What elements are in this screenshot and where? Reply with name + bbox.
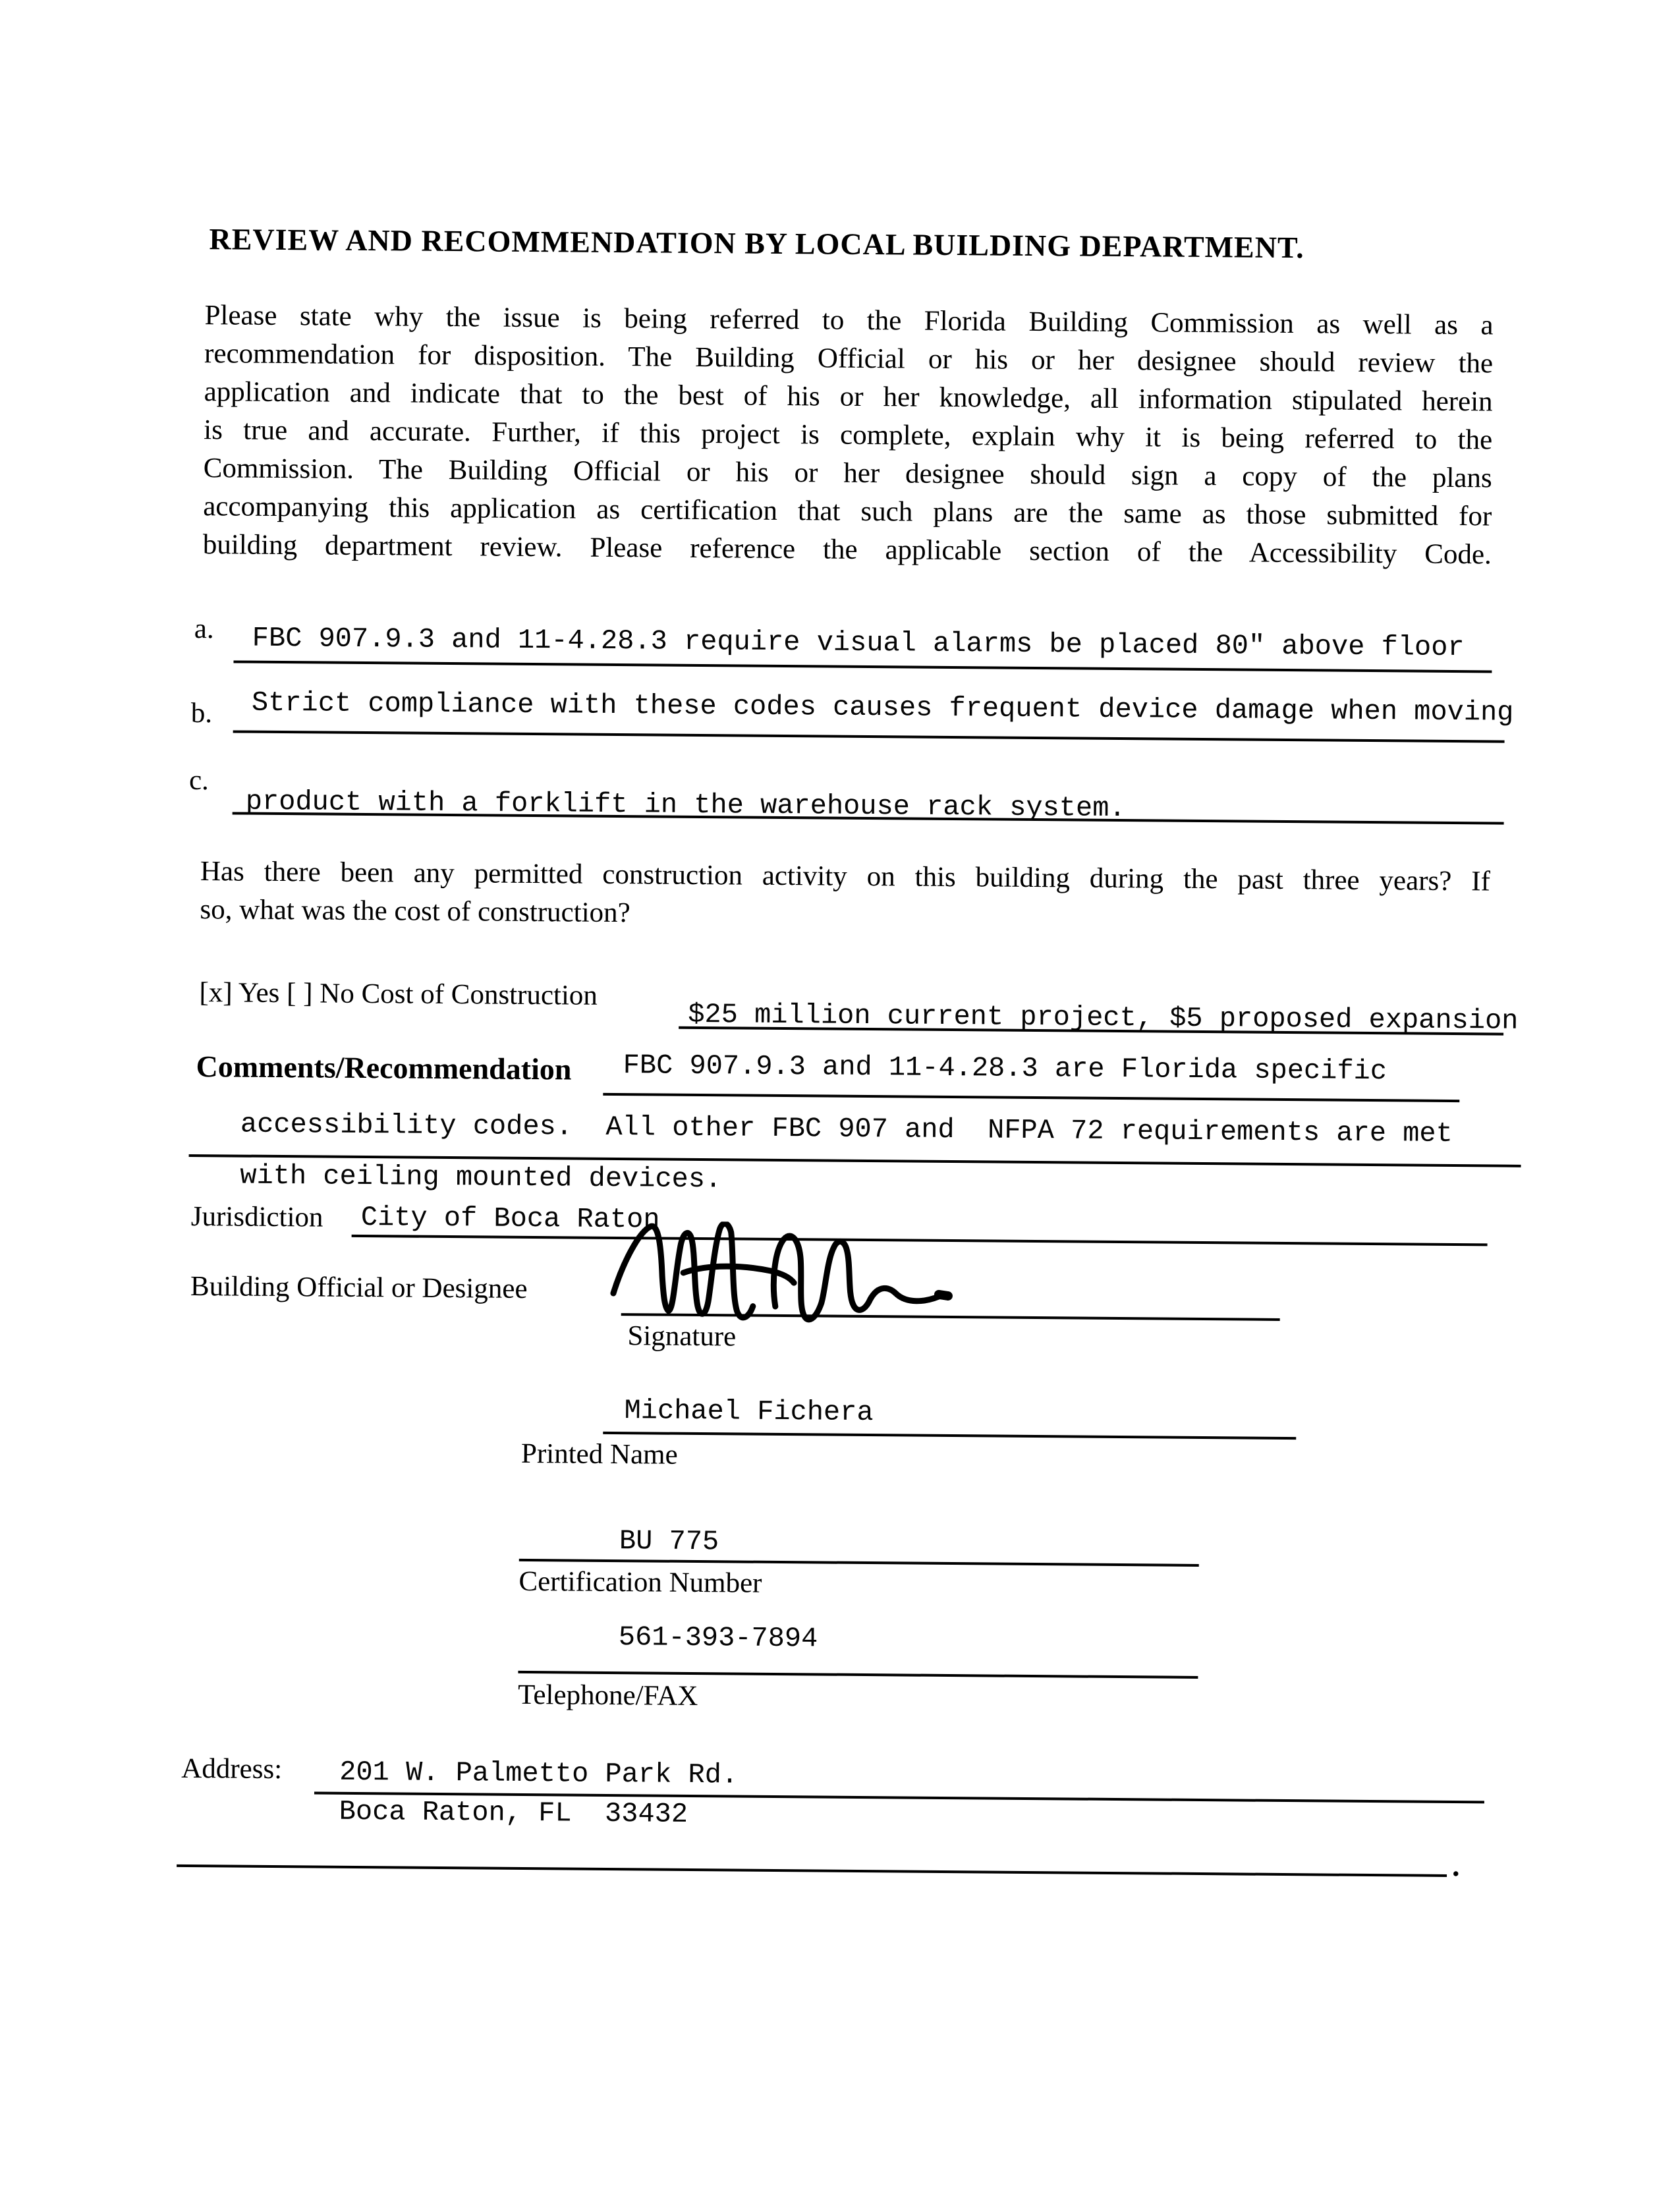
cost-value: $25 million current project, $5 proposed expansion (688, 998, 1519, 1037)
item-c-value: product with a forklift in the warehouse rack system. (245, 785, 1126, 825)
intro-line: recommendation for disposition. The Building Official or his or her designee should review the (204, 338, 1494, 379)
item-a-label: a. (194, 613, 214, 645)
cost-answer-line (679, 978, 1519, 1037)
intro-line: accompanying this application as certification that such plans are the same as those submitted for (203, 491, 1492, 532)
construction-question-line: so, what was the cost of construction? (200, 894, 630, 929)
comments-answer-line-1 (603, 1042, 1460, 1102)
telephone-value: 561-393-7894 (618, 1621, 818, 1655)
item-b-value: Strict compliance with these codes causes frequent device damage when moving (251, 687, 1514, 729)
page-title: REVIEW AND RECOMMENDATION BY LOCAL BUILDING DEPARTMENT. (209, 222, 1304, 265)
trailing-period: . (1451, 1849, 1460, 1883)
telephone-caption: Telephone/FAX (517, 1679, 698, 1712)
item-c-label: c. (188, 764, 210, 797)
certification-number-line (519, 1522, 1199, 1567)
printed-name-caption: Printed Name (520, 1438, 678, 1471)
signature-caption: Signature (627, 1320, 737, 1353)
intro-line: application and indicate that to the best of his or her knowledge, all information stipulated herein (204, 376, 1493, 418)
item-c-answer-line (233, 770, 1504, 824)
comments-value-2: accessibility codes. All other FBC 907 and NFPA 72 requirements are met (240, 1108, 1453, 1150)
comments-label: Comments/Recommendation (196, 1050, 572, 1086)
intro-paragraph (203, 296, 1494, 574)
construction-question-line: Has there been any permitted construction activity on this building during the past three years? If (200, 856, 1491, 897)
yes-no-checkbox-text: [x] Yes [ ] No Cost of Construction (199, 977, 598, 1011)
address-value-2: Boca Raton, FL 33432 (339, 1795, 688, 1830)
jurisdiction-label: Jurisdiction (190, 1200, 323, 1233)
item-a-value: FBC 907.9.3 and 11-4.28.3 require visual alarms be placed 80" above floor (252, 622, 1465, 664)
comments-value-3: with ceiling mounted devices. (240, 1160, 722, 1196)
printed-name-value: Michael Fichera (624, 1395, 874, 1429)
bottom-rule (177, 1837, 1447, 1877)
address-line-1 (314, 1749, 1484, 1803)
address-value-1: 201 W. Palmetto Park Rd. (339, 1756, 739, 1791)
item-b-label: b. (190, 697, 213, 729)
printed-name-line (603, 1393, 1296, 1440)
signature-scribble (609, 1221, 966, 1332)
intro-line: Please state why the issue is being referred to the Florida Building Commission as well as a (204, 300, 1494, 341)
item-b-answer-line (233, 673, 1514, 743)
telephone-line (518, 1618, 1198, 1679)
intro-line: Commission. The Building Official or his or her designee should sign a copy of the plans (203, 453, 1492, 494)
construction-question (200, 853, 1490, 939)
comments-value-1: FBC 907.9.3 and 11-4.28.3 are Florida specific (623, 1050, 1387, 1088)
certification-number-caption: Certification Number (518, 1565, 762, 1599)
comments-answer-line-2 (189, 1099, 1522, 1167)
building-official-label: Building Official or Designee (190, 1270, 528, 1304)
certification-number-value: BU 775 (619, 1525, 719, 1558)
address-label: Address: (181, 1752, 283, 1785)
item-a-answer-line (233, 605, 1492, 673)
intro-line: building department review. Please reference the applicable section of the Accessibility Code. (202, 529, 1492, 571)
jurisdiction-value: City of Boca Raton (360, 1201, 660, 1236)
intro-line: is true and accurate. Further, if this project is complete, explain why it is being referred to the (204, 414, 1493, 456)
